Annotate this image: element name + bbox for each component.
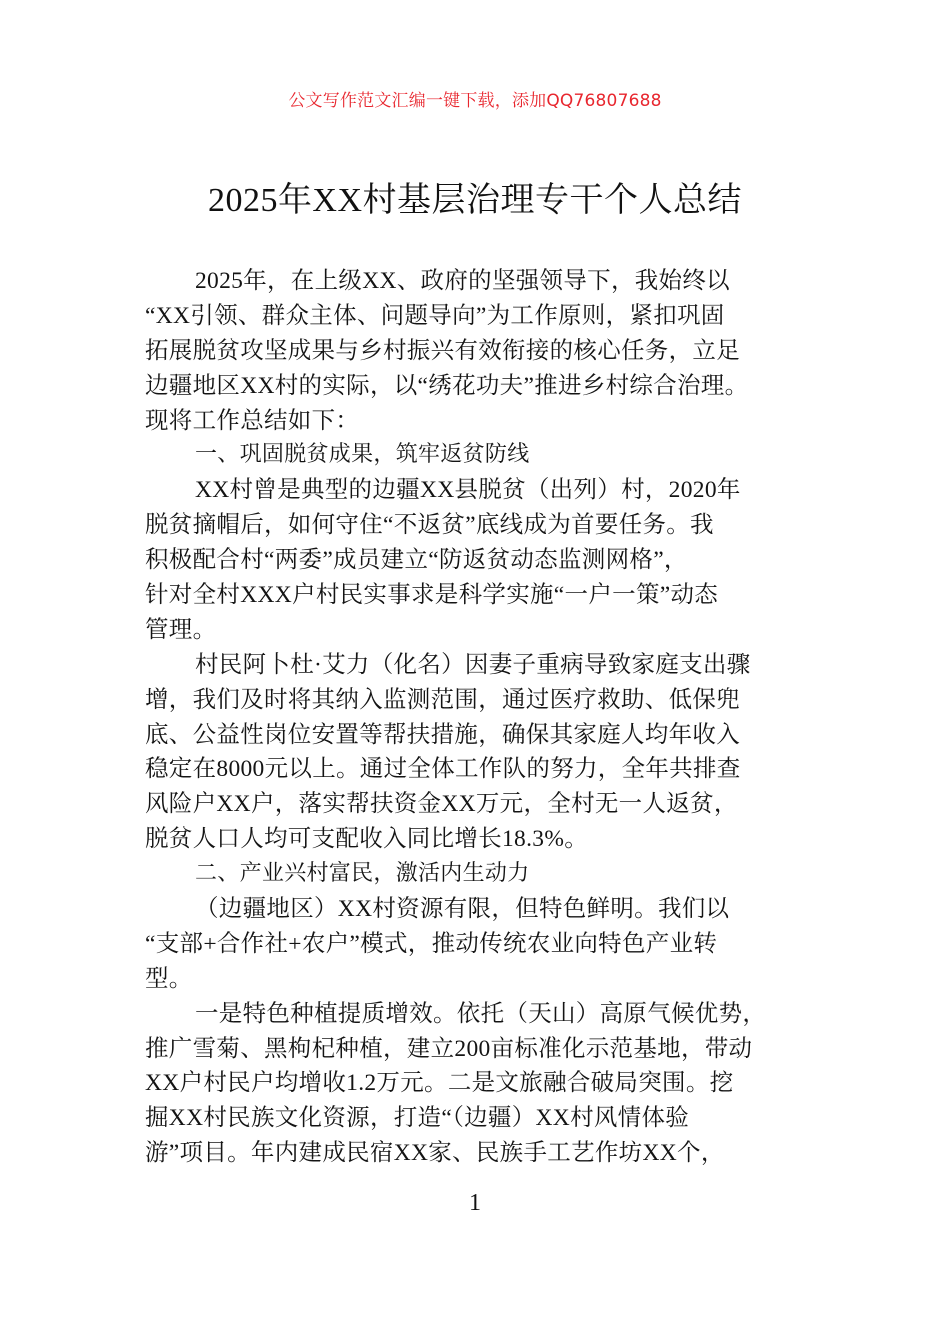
paragraph-line: “XX引领、群众主体、问题导向”为工作原则，紧扣巩固 bbox=[145, 302, 725, 329]
page-number: 1 bbox=[469, 1190, 481, 1216]
paragraph-line: 风险户XX户，落实帮扶资金XX万元，全村无一人返贫， bbox=[145, 791, 738, 818]
paragraph-line: 一是特色种植提质增效。依托（天山）高原气候优势， bbox=[195, 1000, 767, 1027]
paragraph-line: 底、公益性岗位安置等帮扶措施，确保其家庭人均年收入 bbox=[145, 721, 740, 748]
paragraph-line: “支部+合作社+农户”模式，推动传统农业向特色产业转 bbox=[145, 930, 718, 957]
paragraph-line: 拓展脱贫攻坚成果与乡村振兴有效衔接的核心任务，立足 bbox=[145, 337, 740, 364]
download-promo-note: 公文写作范文汇编一键下载，添加QQ76807688 bbox=[288, 91, 662, 111]
paragraph-line: 针对全村XXX户村民实事求是科学实施“一户一策”动态 bbox=[145, 582, 719, 609]
paragraph-line: 稳定在8000元以上。通过全体工作队的努力，全年共排查 bbox=[145, 756, 741, 783]
paragraph-line: 推广雪菊、黑枸杞种植，建立200亩标准化示范基地，带动 bbox=[145, 1035, 753, 1062]
section-heading: 一、巩固脱贫成果，筑牢返贫防线 bbox=[195, 442, 530, 468]
document-body bbox=[145, 264, 835, 1171]
paragraph-line: XX村曾是典型的边疆XX县脱贫（出列）村，2020年 bbox=[195, 477, 741, 504]
paragraph-line: 脱贫摘帽后，如何守住“不返贫”底线成为首要任务。我 bbox=[145, 512, 714, 539]
paragraph-line: 现将工作总结如下： bbox=[145, 407, 360, 434]
paragraph-line: 边疆地区XX村的实际，以“绣花功夫”推进乡村综合治理。 bbox=[145, 372, 749, 399]
paragraph-line: 2025年，在上级XX、政府的坚强领导下，我始终以 bbox=[195, 268, 730, 294]
paragraph-line: 型。 bbox=[145, 965, 193, 992]
paragraph-line: XX户村民户均增收1.2万元。二是文旅融合破局突围。挖 bbox=[145, 1070, 734, 1097]
paragraph-line: 积极配合村“两委”成员建立“防返贫动态监测网格”， bbox=[145, 547, 688, 574]
document-title: 2025年XX村基层治理专干个人总结 bbox=[207, 182, 743, 219]
paragraph-line: 游”项目。年内建成民宿XX家、民族手工艺作坊XX个， bbox=[145, 1140, 725, 1167]
paragraph-line: 管理。 bbox=[145, 616, 217, 643]
paragraph-line: （边疆地区）XX村资源有限，但特色鲜明。我们以 bbox=[195, 896, 730, 923]
paragraph-line: 增，我们及时将其纳入监测范围，通过医疗救助、低保兜 bbox=[145, 686, 740, 713]
paragraph-line: 村民阿卜杜·艾力（化名）因妻子重病导致家庭支出骤 bbox=[195, 651, 751, 678]
paragraph-line: 脱贫人口人均可支配收入同比增长18.3%。 bbox=[145, 826, 588, 853]
paragraph-line: 掘XX村民族文化资源，打造“（边疆）XX村风情体验 bbox=[145, 1105, 690, 1132]
section-heading: 二、产业兴村富民，激活内生动力 bbox=[195, 861, 530, 887]
